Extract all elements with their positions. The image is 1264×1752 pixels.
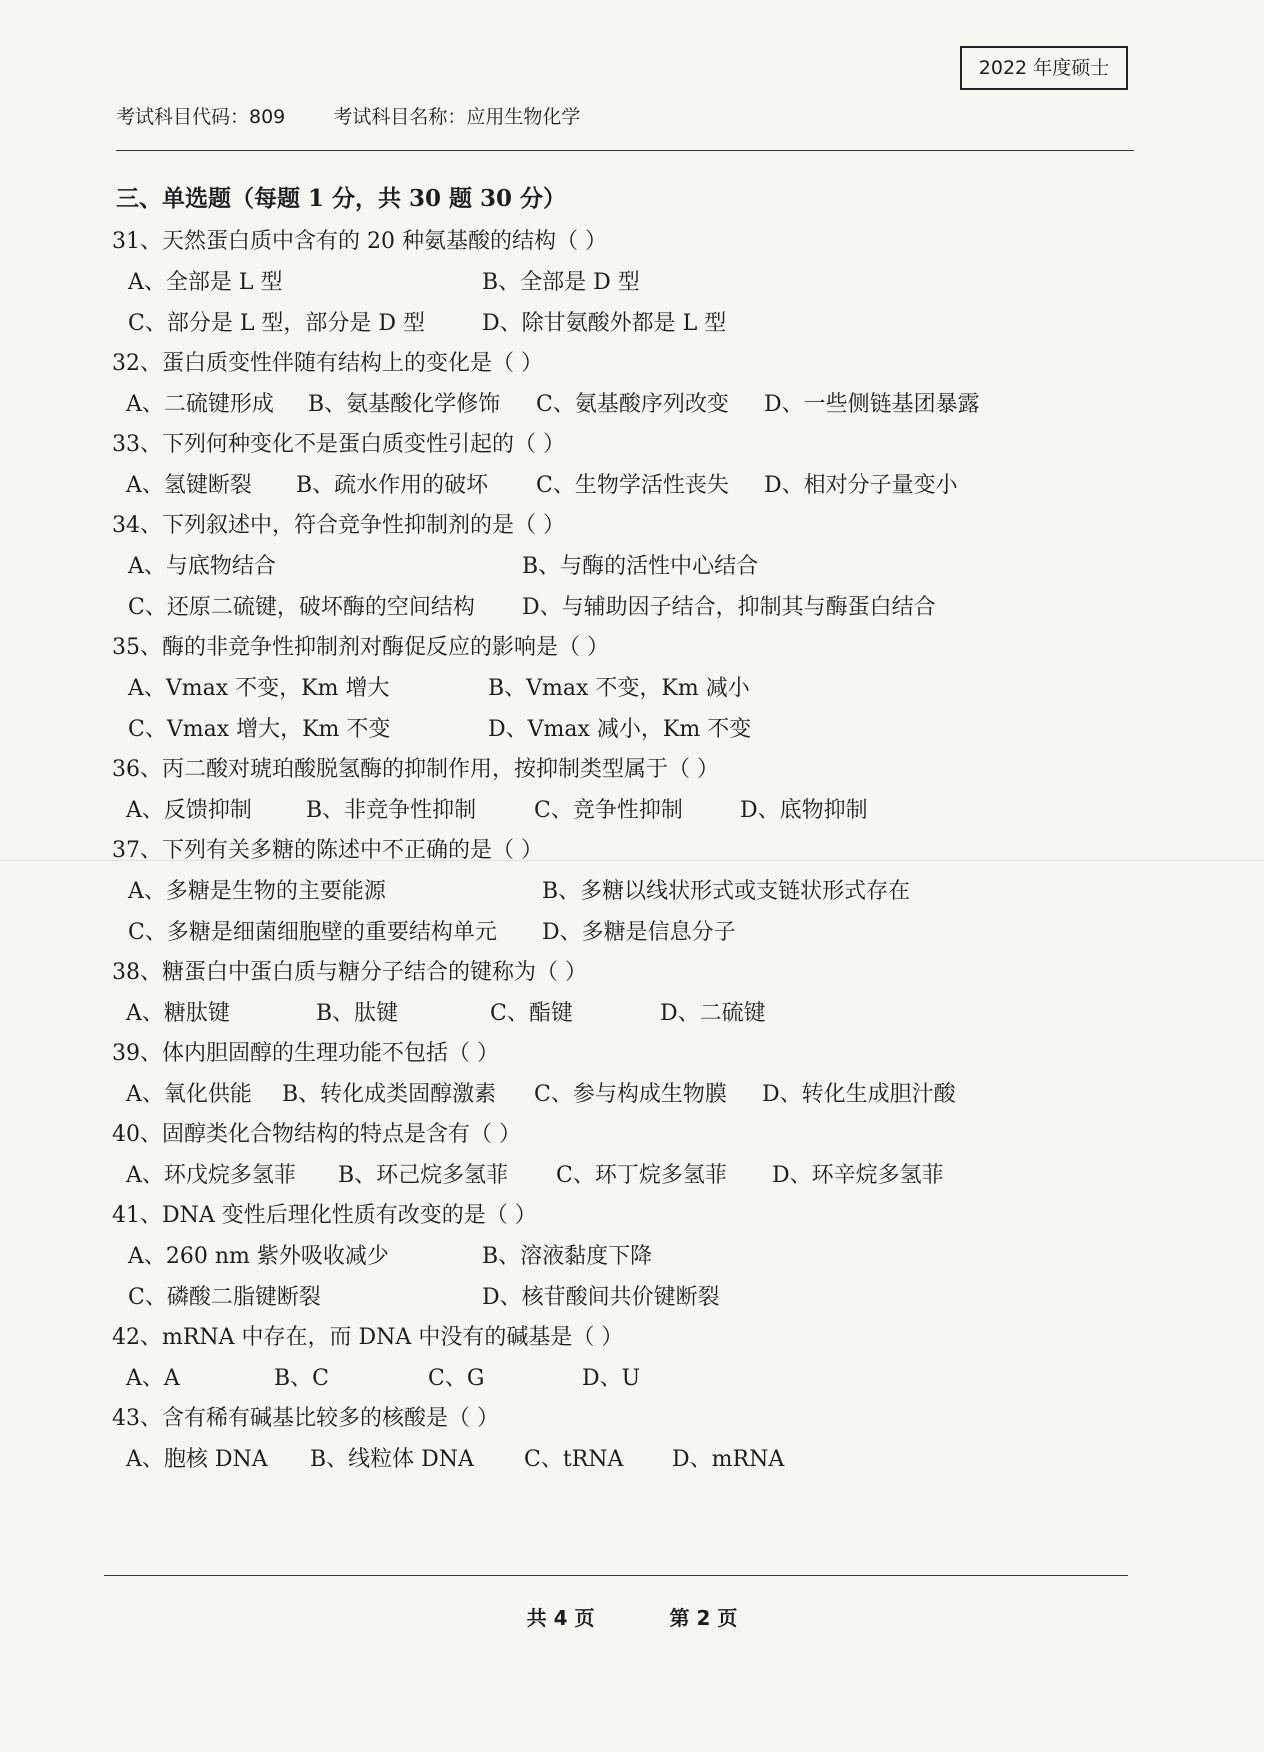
option-a: A、反馈抑制 [126,798,252,823]
option-c: C、还原二硫键，破坏酶的空间结构 [128,595,475,620]
option-row [112,993,1152,1034]
question-34 [112,506,1152,628]
option-b: B、转化成类固醇激素 [282,1082,497,1107]
footer-divider [104,1575,1128,1576]
option-row [112,1358,1152,1399]
question-stem: 43、含有稀有碱基比较多的核酸是（ ） [112,1406,499,1431]
option-b: B、非竞争性抑制 [306,798,477,823]
section-title: 三、单选题（每题 1 分，共 30 题 30 分） [116,185,567,212]
question-stem: 36、丙二酸对琥珀酸脱氢酶的抑制作用，按抑制类型属于（ ） [112,757,719,782]
option-c: C、竞争性抑制 [534,798,683,823]
subject-code: 考试科目代码：809 [116,106,286,128]
subject-name: 考试科目名称：应用生物化学 [333,106,581,128]
option-b: B、多糖以线状形式或支链状形式存在 [542,879,911,904]
option-a: A、二硫键形成 [126,392,274,417]
question-stem: 39、体内胆固醇的生理功能不包括（ ） [112,1041,499,1066]
question-stem: 38、糖蛋白中蛋白质与糖分子结合的键称为（ ） [112,960,587,985]
option-a: A、A [126,1366,180,1391]
option-d: D、环辛烷多氢菲 [772,1163,944,1188]
option-b: B、Vmax 不变，Km 减小 [488,676,750,701]
option-a: A、全部是 L 型 [128,270,283,295]
option-d: D、除甘氨酸外都是 L 型 [482,311,727,336]
option-c: C、多糖是细菌细胞壁的重要结构单元 [128,920,497,945]
option-row [112,1236,1152,1277]
option-b: B、氨基酸化学修饰 [308,392,501,417]
option-c: C、G [428,1366,485,1391]
question-stem: 42、mRNA 中存在，而 DNA 中没有的碱基是（ ） [112,1325,624,1350]
option-a: A、胞核 DNA [126,1447,268,1472]
option-b: B、溶液黏度下降 [482,1244,653,1269]
option-b: B、全部是 D 型 [482,270,640,295]
option-row [112,912,1152,953]
option-c: C、环丁烷多氢菲 [556,1163,727,1188]
question-35 [112,628,1152,750]
option-row [112,1155,1152,1196]
option-a: A、氧化供能 [126,1082,252,1107]
option-a: A、氢键断裂 [126,473,252,498]
option-c: C、参与构成生物膜 [534,1082,727,1107]
option-c: C、生物学活性丧失 [536,473,729,498]
option-d: D、底物抑制 [740,798,868,823]
option-a: A、与底物结合 [128,554,276,579]
question-36 [112,750,1152,831]
option-c: C、磷酸二脂键断裂 [128,1285,321,1310]
option-d: D、二硫键 [660,1001,766,1026]
option-row [112,1277,1152,1318]
option-b: B、环己烷多氢菲 [338,1163,509,1188]
question-stem: 41、DNA 变性后理化性质有改变的是（ ） [112,1203,537,1228]
question-stem: 37、下列有关多糖的陈述中不正确的是（ ） [112,838,543,863]
option-c: C、部分是 L 型，部分是 D 型 [128,311,426,336]
option-a: A、多糖是生物的主要能源 [128,879,386,904]
question-43 [112,1399,1152,1480]
option-row [112,1439,1152,1480]
total-pages: 共 4 页 [526,1606,595,1630]
question-40 [112,1115,1152,1196]
option-row [112,546,1152,587]
option-d: D、相对分子量变小 [764,473,958,498]
question-31 [112,222,1152,344]
option-row [112,303,1152,344]
option-row [112,465,1152,506]
option-b: B、疏水作用的破坏 [296,473,489,498]
year-box: 2022 年度硕士 [960,46,1128,90]
option-row [112,871,1152,912]
option-d: D、mRNA [672,1447,785,1472]
option-d: D、一些侧链基团暴露 [764,392,980,417]
option-row [112,790,1152,831]
question-stem: 33、下列何种变化不是蛋白质变性引起的（ ） [112,432,565,457]
exam-header [116,102,622,129]
question-33 [112,425,1152,506]
option-a: A、环戊烷多氢菲 [126,1163,296,1188]
option-c: C、氨基酸序列改变 [536,392,729,417]
header-divider [116,150,1134,151]
option-d: D、转化生成胆汁酸 [762,1082,956,1107]
option-row [112,262,1152,303]
question-stem: 34、下列叙述中，符合竞争性抑制剂的是（ ） [112,513,565,538]
option-row [112,668,1152,709]
question-32 [112,344,1152,425]
option-row [112,384,1152,425]
current-page: 第 2 页 [669,1606,738,1630]
option-b: B、线粒体 DNA [310,1447,474,1472]
option-c: C、tRNA [524,1447,624,1472]
question-38 [112,953,1152,1034]
option-b: B、C [274,1366,330,1391]
option-c: C、Vmax 增大，Km 不变 [128,717,391,742]
question-42 [112,1318,1152,1399]
question-37 [112,831,1152,953]
option-d: D、核苷酸间共价键断裂 [482,1285,720,1310]
question-stem: 31、天然蛋白质中含有的 20 种氨基酸的结构（ ） [112,229,607,254]
question-list [112,222,1152,1480]
question-stem: 40、固醇类化合物结构的特点是含有（ ） [112,1122,521,1147]
question-stem: 35、酶的非竞争性抑制剂对酶促反应的影响是（ ） [112,635,609,660]
option-a: A、糖肽键 [126,1001,230,1026]
option-c: C、酯键 [490,1001,573,1026]
option-b: B、与酶的活性中心结合 [522,554,759,579]
option-b: B、肽键 [316,1001,399,1026]
option-d: D、与辅助因子结合，抑制其与酶蛋白结合 [522,595,936,620]
option-row [112,1074,1152,1115]
paper-fold-line [0,860,1264,861]
question-41 [112,1196,1152,1318]
option-row [112,709,1152,750]
question-stem: 32、蛋白质变性伴随有结构上的变化是（ ） [112,351,543,376]
option-a: A、260 nm 紫外吸收减少 [128,1244,389,1269]
question-39 [112,1034,1152,1115]
option-row [112,587,1152,628]
option-a: A、Vmax 不变，Km 增大 [128,676,390,701]
option-d: D、Vmax 减小，Km 不变 [488,717,752,742]
page-footer [0,1602,1264,1631]
option-d: D、多糖是信息分子 [542,920,736,945]
option-d: D、U [582,1366,641,1391]
